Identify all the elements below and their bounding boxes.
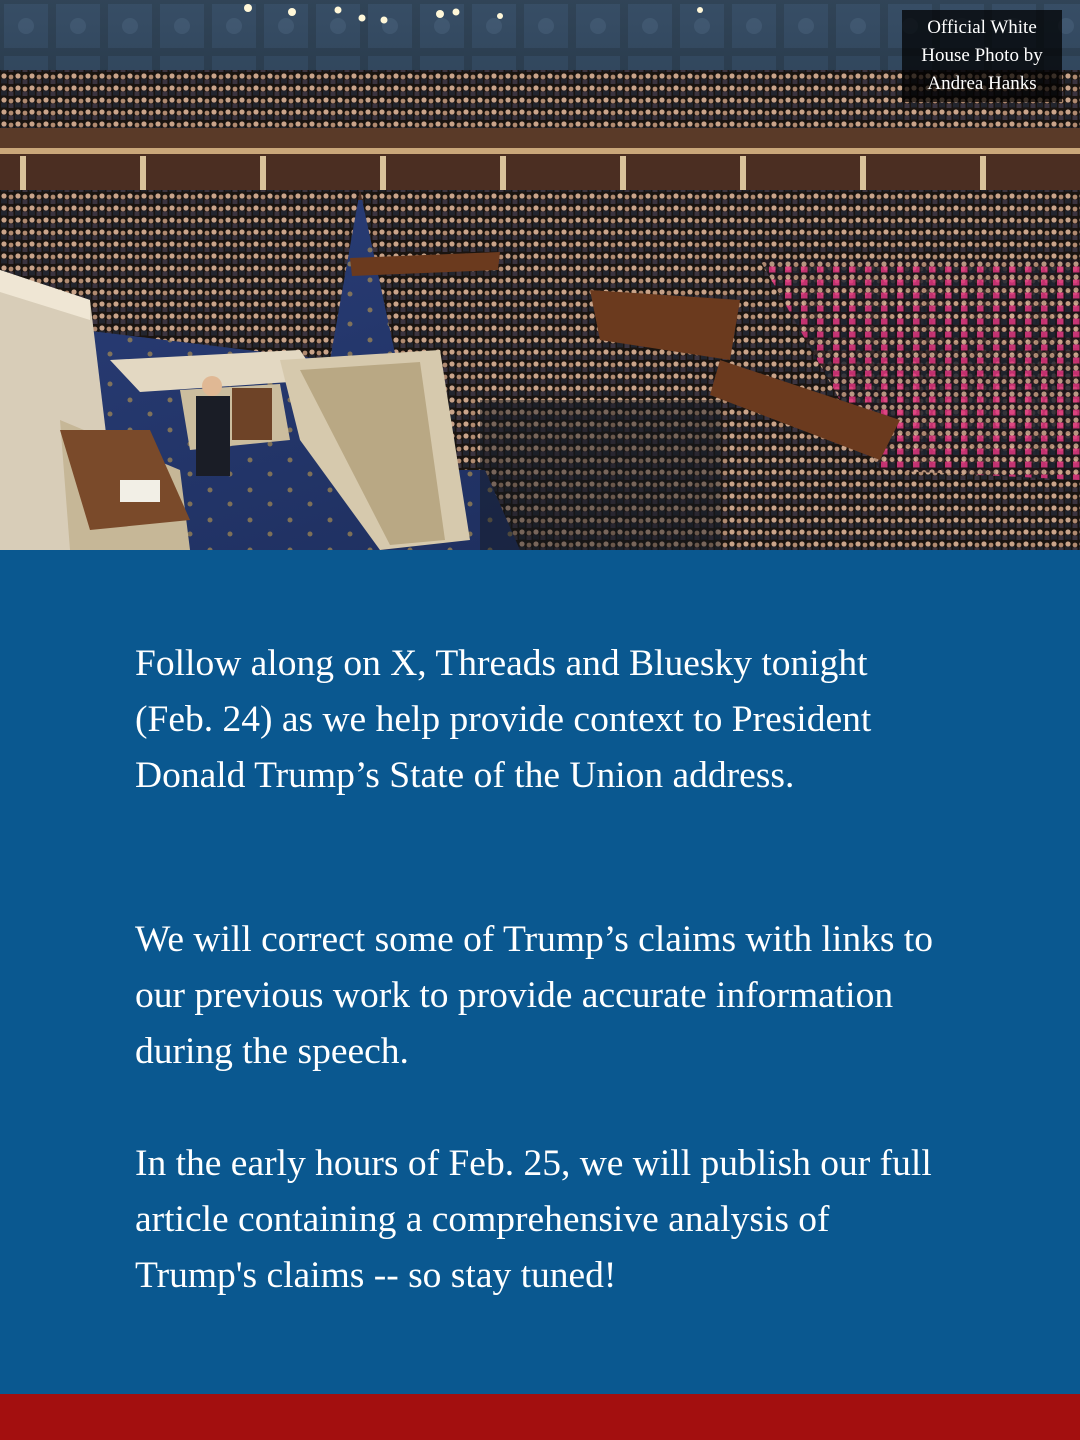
paragraph-follow-along: Follow along on X, Threads and Bluesky tonight (Feb. 24) as we help provide context to President Donald Trump’s State of the Union address. <box>135 643 872 796</box>
state-of-the-union-photo <box>0 0 1080 550</box>
announcement-panel <box>0 550 1080 1394</box>
paragraph-corrections: We will correct some of Trump’s claims with links to our previous work to provide accurate information during the speech. <box>135 919 933 1072</box>
paragraph-full-article: In the early hours of Feb. 25, we will publish our full article containing a comprehensive analysis of Trump's claims -- so stay tuned! <box>135 1143 932 1296</box>
footer-red-bar <box>0 1394 1080 1440</box>
photo-credit: Official White House Photo by Andrea Hanks <box>902 10 1062 102</box>
